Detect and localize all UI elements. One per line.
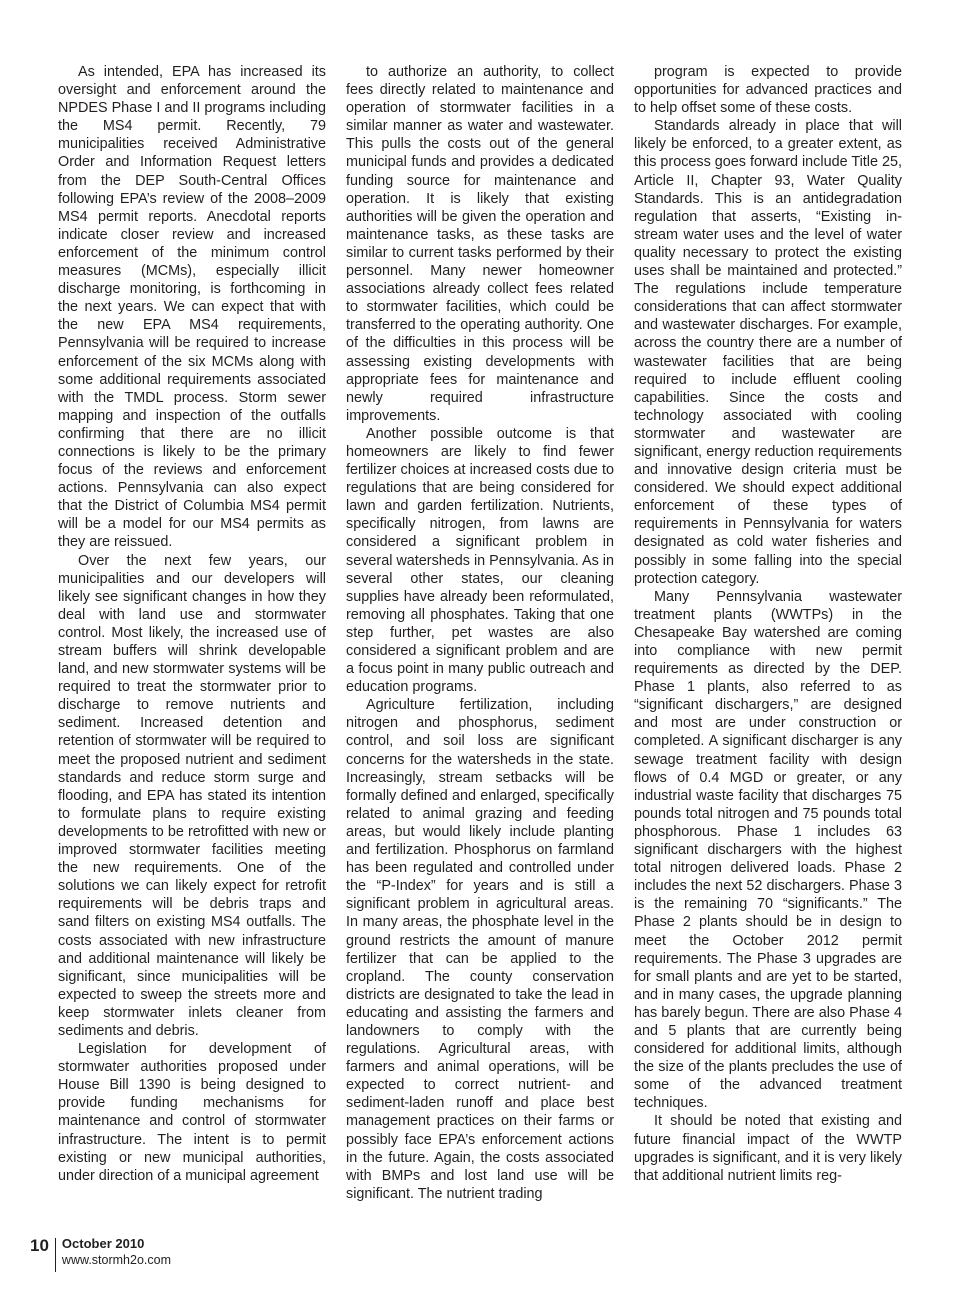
paragraph: Agriculture fertilization, including nitrogen and phosphorus, sediment control, and soil loss are significant concerns for the watersheds in the state. Increasingly, stream setbacks will be formally defined and enlarged, specifically related to animal grazing and feeding areas, but would likely include planting and fertilization. Phosphorus on farmland has been regulated and controlled under the “P-Index” for years and is still a significant problem in agricultural areas. In many areas, the phosphate level in the ground restricts the amount of manure fertilizer that can be applied to the cropland. The county conservation districts are designated to take the lead in educating and assisting the farmers and landowners to comply with the regulations. Agricultural areas, with farmers and animal operations, will be expected to correct nutrient- and sediment-laden runoff and place best management practices on their farms or possibly face EPA’s enforcement actions in the future. Again, the costs associated with BMPs and lost land use will be significant. The nutrient trading (346, 697, 614, 1202)
paragraph: As intended, EPA has increased its oversight and enforcement around the NPDES Phase I and II programs including the MS4 permit. Recently, 79 municipalities received Administrative Order and Information Request letters from the DEP South-Central Offices following EPA’s review of the 2008–2009 MS4 permit reports. Anecdotal reports indicate closer review and increased enforcement of the minimum control measures (MCMs), especially illicit discharge monitoring, is forthcoming in the next years. We can expect that with the new EPA MS4 requirements, Pennsylvania will be required to increase enforcement of the six MCMs along with some additional requirements associated with the TMDL process. Storm sewer mapping and inspection of the outfalls confirming that there are no illicit connections is likely to be the primary focus of the reviews and enforcement actions. Pennsylvania can also expect that the District of Columbia MS4 permit will be a model for our MS4 permits as they are reissued. (58, 64, 326, 551)
paragraph: program is expected to provide opportunities for advanced practices and to help offset some of these costs. (634, 64, 902, 117)
paragraph: Standards already in place that will likely be enforced, to a greater extent, as this process goes forward include Title 25, Article II, Chapter 93, Water Quality Standards. This is an antidegradation regulation that asserts, “Existing in-stream water uses and the level of water quality necessary to protect the existing uses shall be maintained and protected.” The regulations include temperature considerations that can affect stormwater and wastewater discharges. For example, across the country there are a number of wastewater facilities that are being required to include effluent cooling capabilities. Since the costs and technology associated with cooling stormwater and wastewater are significant, energy reduction requirements and innovative design criteria must be considered. We should expect additional enforcement of these types of requirements in Pennsylvania for waters designated as cold water fisheries and possibly in some falling into the special protection category. (634, 118, 902, 587)
article-column-1 (58, 63, 326, 1185)
paragraph: to authorize an authority, to collect fees directly related to maintenance and operation of stormwater facilities in a similar manner as water and wastewater. This pulls the costs out of the general municipal funds and provides a dedicated funding source for maintenance and operation. It is likely that existing authorities will be given the operation and maintenance tasks, as these tasks are similar to current tasks performed by their personnel. Many newer homeowner associations already collect fees related to stormwater facilities, which could be transferred to the operating authority. One of the difficulties in this process will be assessing existing developments with appropriate fees for maintenance and newly required infrastructure improvements. (346, 64, 614, 424)
page-footer (30, 1236, 171, 1276)
page-number: 10 (30, 1236, 49, 1255)
website-url: www.stormh2o.com (61, 1253, 171, 1267)
article-column-2 (346, 63, 614, 1203)
paragraph: Legislation for development of stormwater authorities proposed under House Bill 1390 is being designed to provide funding mechanisms for maintenance and control of stormwater infrastructure. The intent is to permit existing or new municipal authorities, under direction of a municipal agreement (58, 1041, 326, 1184)
paragraph: Many Pennsylvania wastewater treatment plants (WWTPs) in the Chesapeake Bay watershed are coming into compliance with new permit requirements as directed by the DEP. Phase 1 plants, also referred to as “significant dischargers,” are designed and most are under construction or completed. A significant discharger is any sewage treatment facility with design flows of 0.4 MGD or greater, or any industrial waste facility that discharges 75 pounds total nitrogen and 75 pounds total phosphorous. Phase 1 includes 63 significant dischargers with the highest total nitrogen delivered loads. Phase 2 includes the next 52 dischargers. Phase 3 is the remaining 70 “significants.” The Phase 2 plants should be in design to meet the October 2012 permit requirements. The Phase 3 upgrades are for small plants and are yet to be started, and in many cases, the upgrade planning has barely begun. There are also Phase 4 and 5 plants that are currently being considered for additional limits, although the size of the plants precludes the use of some of the advanced treatment techniques. (634, 588, 902, 1112)
paragraph: Over the next few years, our municipalities and our developers will likely see significant changes in how they deal with land use and stormwater control. Most likely, the increased use of stream buffers will shrink developable land, and new stormwater systems will be required to treat the stormwater prior to discharge to remove nutrients and sediment. Increased detention and retention of stormwater will be required to meet the proposed nutrient and sediment standards and reduce storm surge and flooding, and EPA has stated its intention to formulate plans to require existing developments to be retrofitted with new or improved stormwater facilities meeting the new requirements. One of the solutions we can likely expect for retrofit requirements will be debris traps and sand filters on existing MS4 outfalls. The costs associated with new infrastructure and additional maintenance will likely be significant, since municipalities will be expected to sweep the streets more and keep stormwater inlets cleaner from sediments and debris. (58, 552, 326, 1039)
paragraph: It should be noted that existing and future financial impact of the WWTP upgrades is significant, and it is very likely that additional nutrient limits reg- (634, 1113, 902, 1184)
paragraph: Another possible outcome is that homeowners are likely to find fewer fertilizer choices at increased costs due to regulations that are being considered for lawn and garden fertilization. Nutrients, specifically nitrogen, from lawns are considered a significant problem in several watersheds in Pennsylvania. As in several other states, our cleaning supplies have already been reformulated, removing all phosphates. Taking that one step further, pet wastes are also considered a significant problem and are a focus point in many public outreach and education programs. (346, 425, 614, 696)
article-column-3 (634, 63, 902, 1185)
footer-divider (55, 1238, 56, 1272)
footer-text (62, 1236, 171, 1268)
issue-date: October 2010 (61, 1236, 145, 1251)
